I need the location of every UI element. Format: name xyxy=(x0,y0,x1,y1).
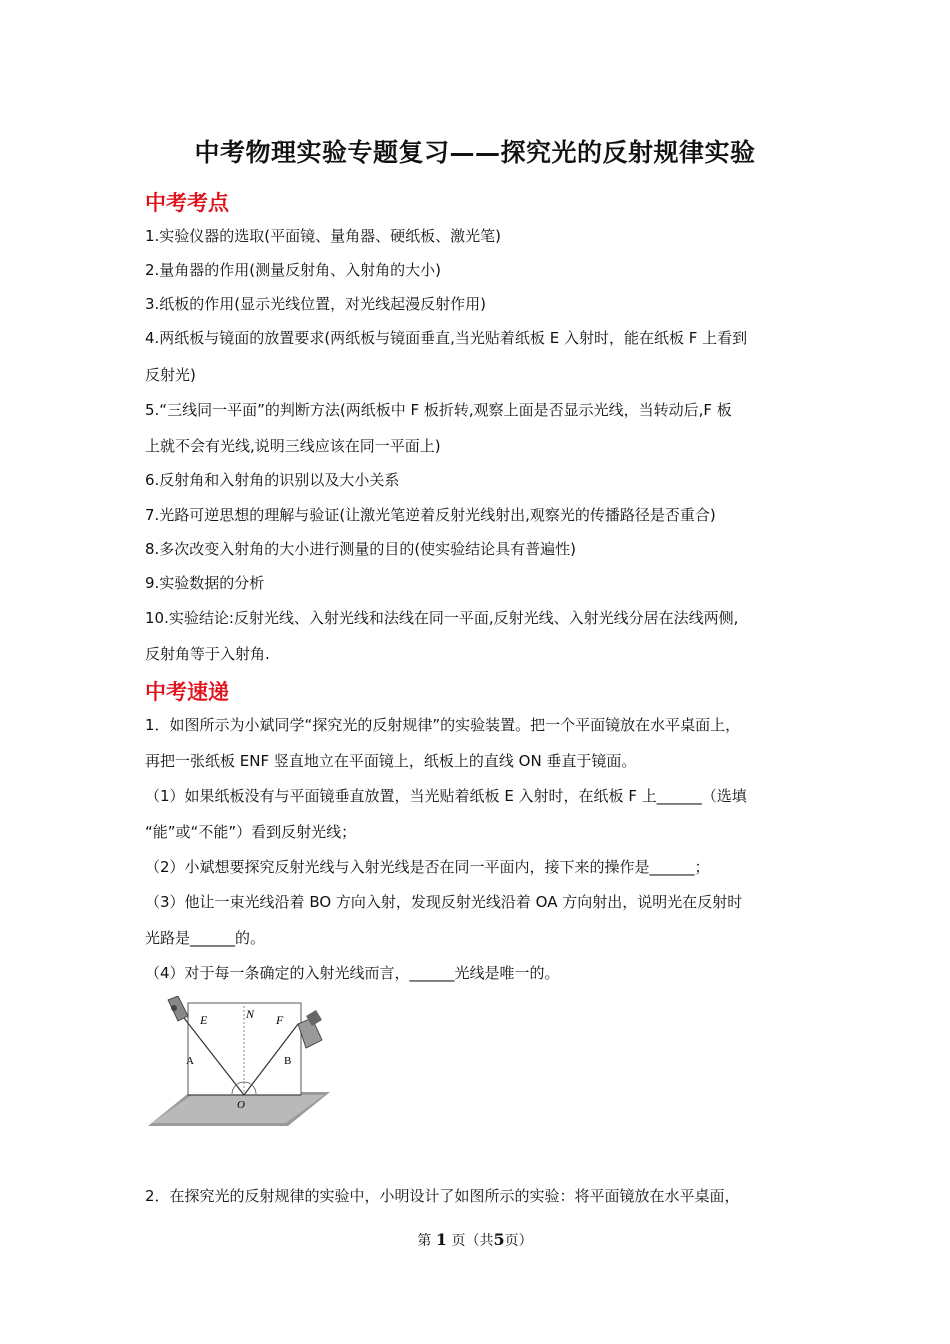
reflection-experiment-figure xyxy=(146,996,332,1128)
list-item: 4.两纸板与镜面的放置要求(两纸板与镜面垂直,当光贴着纸板 E 入射时，能在纸板 F 上看到 xyxy=(145,329,748,347)
figure-label-n: N xyxy=(246,1007,255,1021)
section-heading-exam-points: 中考考点 xyxy=(145,190,229,215)
list-item: 反射光) xyxy=(145,366,196,384)
list-item: 2.量角器的作用(测量反射角、入射角的大小) xyxy=(145,261,442,279)
question-text: （4）对于每一条确定的入射光线而言，______光线是唯一的。 xyxy=(145,964,560,982)
figure-label-a: A xyxy=(186,1055,194,1067)
figure-label-o: O xyxy=(237,1099,245,1111)
list-item: 5.“三线同一平面”的判断方法(两纸板中 F 板折转,观察上面是否显示光线，当转动后,F 板 xyxy=(145,401,732,419)
page-footer xyxy=(0,1230,950,1250)
figure-label-f: F xyxy=(276,1013,284,1027)
list-item: 7.光路可逆思想的理解与验证(让激光笔逆着反射光线射出,观察光的传播路径是否重合) xyxy=(145,506,716,524)
detector-icon xyxy=(298,1010,322,1048)
question-text: 再把一张纸板 ENF 竖直地立在平面镜上，纸板上的直线 ON 垂直于镜面。 xyxy=(145,752,637,770)
laser-pen-icon xyxy=(168,996,188,1021)
list-item: 10.实验结论:反射光线、入射光线和法线在同一平面,反射光线、入射光线分居在法线两侧, xyxy=(145,609,739,627)
footer-middle: 页（共 xyxy=(451,1233,494,1249)
list-item: 反射角等于入射角. xyxy=(145,645,270,663)
footer-suffix: 页） xyxy=(504,1233,533,1249)
section-heading-exam-questions: 中考速递 xyxy=(145,679,229,704)
figure-label-e: E xyxy=(200,1013,208,1027)
question-2-text: 2．在探究光的反射规律的实验中，小明设计了如图所示的实验：将平面镜放在水平桌面， xyxy=(145,1187,740,1205)
page-title: 中考物理实验专题复习——探究光的反射规律实验 xyxy=(194,138,756,167)
figure-label-b: B xyxy=(284,1055,292,1067)
list-item: 8.多次改变入射角的大小进行测量的目的(使实验结论具有普遍性) xyxy=(145,540,577,558)
footer-prefix: 第 xyxy=(417,1233,432,1249)
question-text: 1．如图所示为小斌同学“探究光的反射规律”的实验装置。把一个平面镜放在水平桌面上， xyxy=(145,716,741,734)
footer-total-pages: 5 xyxy=(493,1230,505,1249)
question-text: “能”或“不能”）看到反射光线； xyxy=(145,823,357,841)
question-text: 光路是______的。 xyxy=(145,929,266,947)
list-item: 6.反射角和入射角的识别以及大小关系 xyxy=(145,471,400,489)
question-text: （2）小斌想要探究反射光线与入射光线是否在同一平面内，接下来的操作是______； xyxy=(145,858,710,876)
list-item: 1.实验仪器的选取(平面镜、量角器、硬纸板、激光笔) xyxy=(145,227,502,245)
list-item: 上就不会有光线,说明三线应该在同一平面上) xyxy=(145,437,441,455)
list-item: 3.纸板的作用(显示光线位置，对光线起漫反射作用) xyxy=(145,295,487,313)
question-text: （1）如果纸板没有与平面镜垂直放置，当光贴着纸板 E 入射时，在纸板 F 上______（选填 xyxy=(145,787,747,805)
footer-page-number: 1 xyxy=(435,1230,447,1249)
question-text: （3）他让一束光线沿着 BO 方向入射，发现反射光线沿着 OA 方向射出，说明光在反射时 xyxy=(145,893,743,911)
list-item: 9.实验数据的分析 xyxy=(145,574,265,592)
